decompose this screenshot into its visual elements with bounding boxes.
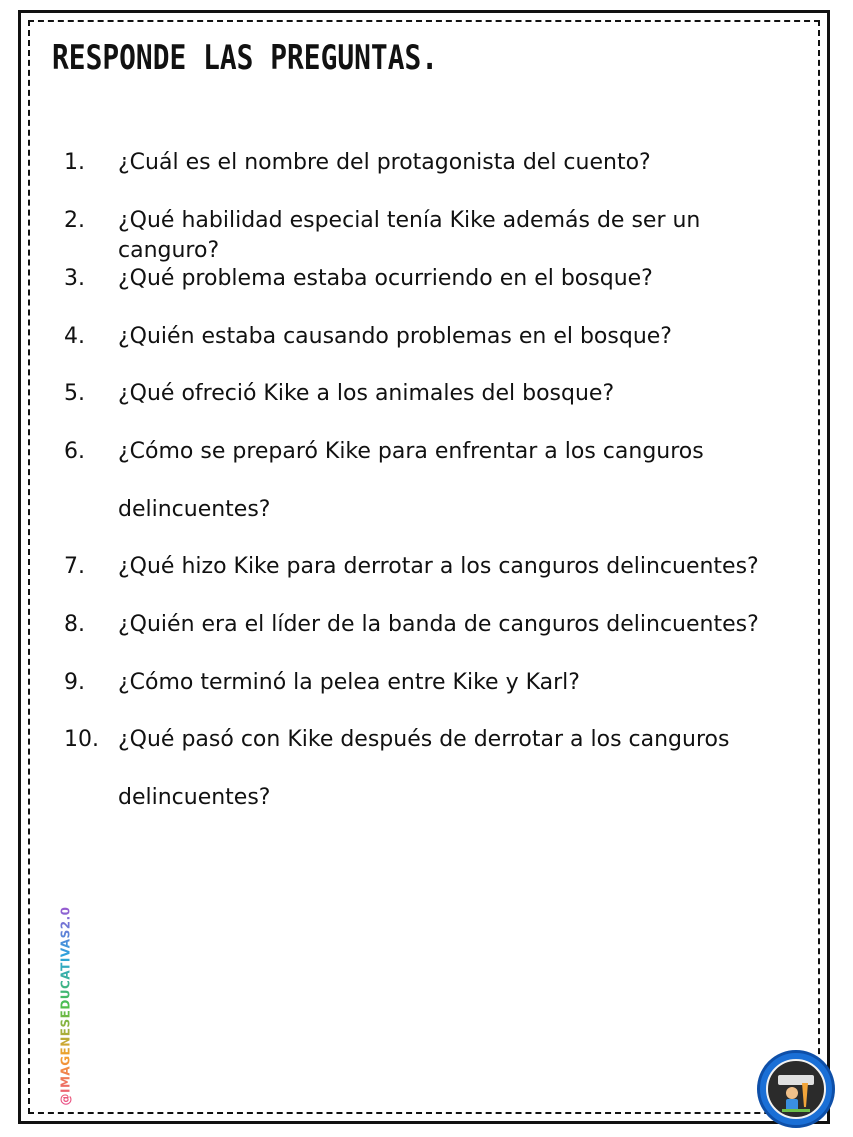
question-text-continued: delincuentes? <box>118 785 271 810</box>
logo-emblem <box>766 1059 826 1119</box>
watermark <box>56 906 74 1106</box>
watermark-text: @IMAGENESEDUCATIVAS2.0 <box>58 906 72 1106</box>
question-number: 4. <box>64 324 85 349</box>
pencil-figure-icon <box>768 1061 824 1117</box>
question-number: 9. <box>64 670 85 695</box>
question-number: 10. <box>64 727 99 752</box>
question-number: 1. <box>64 150 85 175</box>
question-number: 3. <box>64 266 85 291</box>
question-text: ¿Cómo se preparó Kike para enfrentar a los canguros <box>118 439 704 464</box>
page-title: RESPONDE LAS PREGUNTAS. <box>52 38 439 78</box>
teacher-badge-icon <box>757 1050 835 1128</box>
question-text-continued: delincuentes? <box>118 497 271 522</box>
question-text: ¿Cuál es el nombre del protagonista del cuento? <box>118 150 651 175</box>
question-number: 6. <box>64 439 85 464</box>
question-text: ¿Qué hizo Kike para derrotar a los canguros delincuentes? <box>118 554 759 579</box>
question-text: ¿Qué problema estaba ocurriendo en el bosque? <box>118 266 653 291</box>
question-text: ¿Quién era el líder de la banda de canguros delincuentes? <box>118 612 759 637</box>
question-number: 8. <box>64 612 85 637</box>
question-text: ¿Quién estaba causando problemas en el bosque? <box>118 324 672 349</box>
question-text: ¿Qué pasó con Kike después de derrotar a los canguros <box>118 727 730 752</box>
question-text: ¿Qué habilidad especial tenía Kike además de ser un canguro? <box>118 208 701 263</box>
question-number: 2. <box>64 208 85 233</box>
question-text: ¿Cómo terminó la pelea entre Kike y Karl? <box>118 670 580 695</box>
question-text: ¿Qué ofreció Kike a los animales del bosque? <box>118 381 615 406</box>
question-number: 5. <box>64 381 85 406</box>
question-number: 7. <box>64 554 85 579</box>
